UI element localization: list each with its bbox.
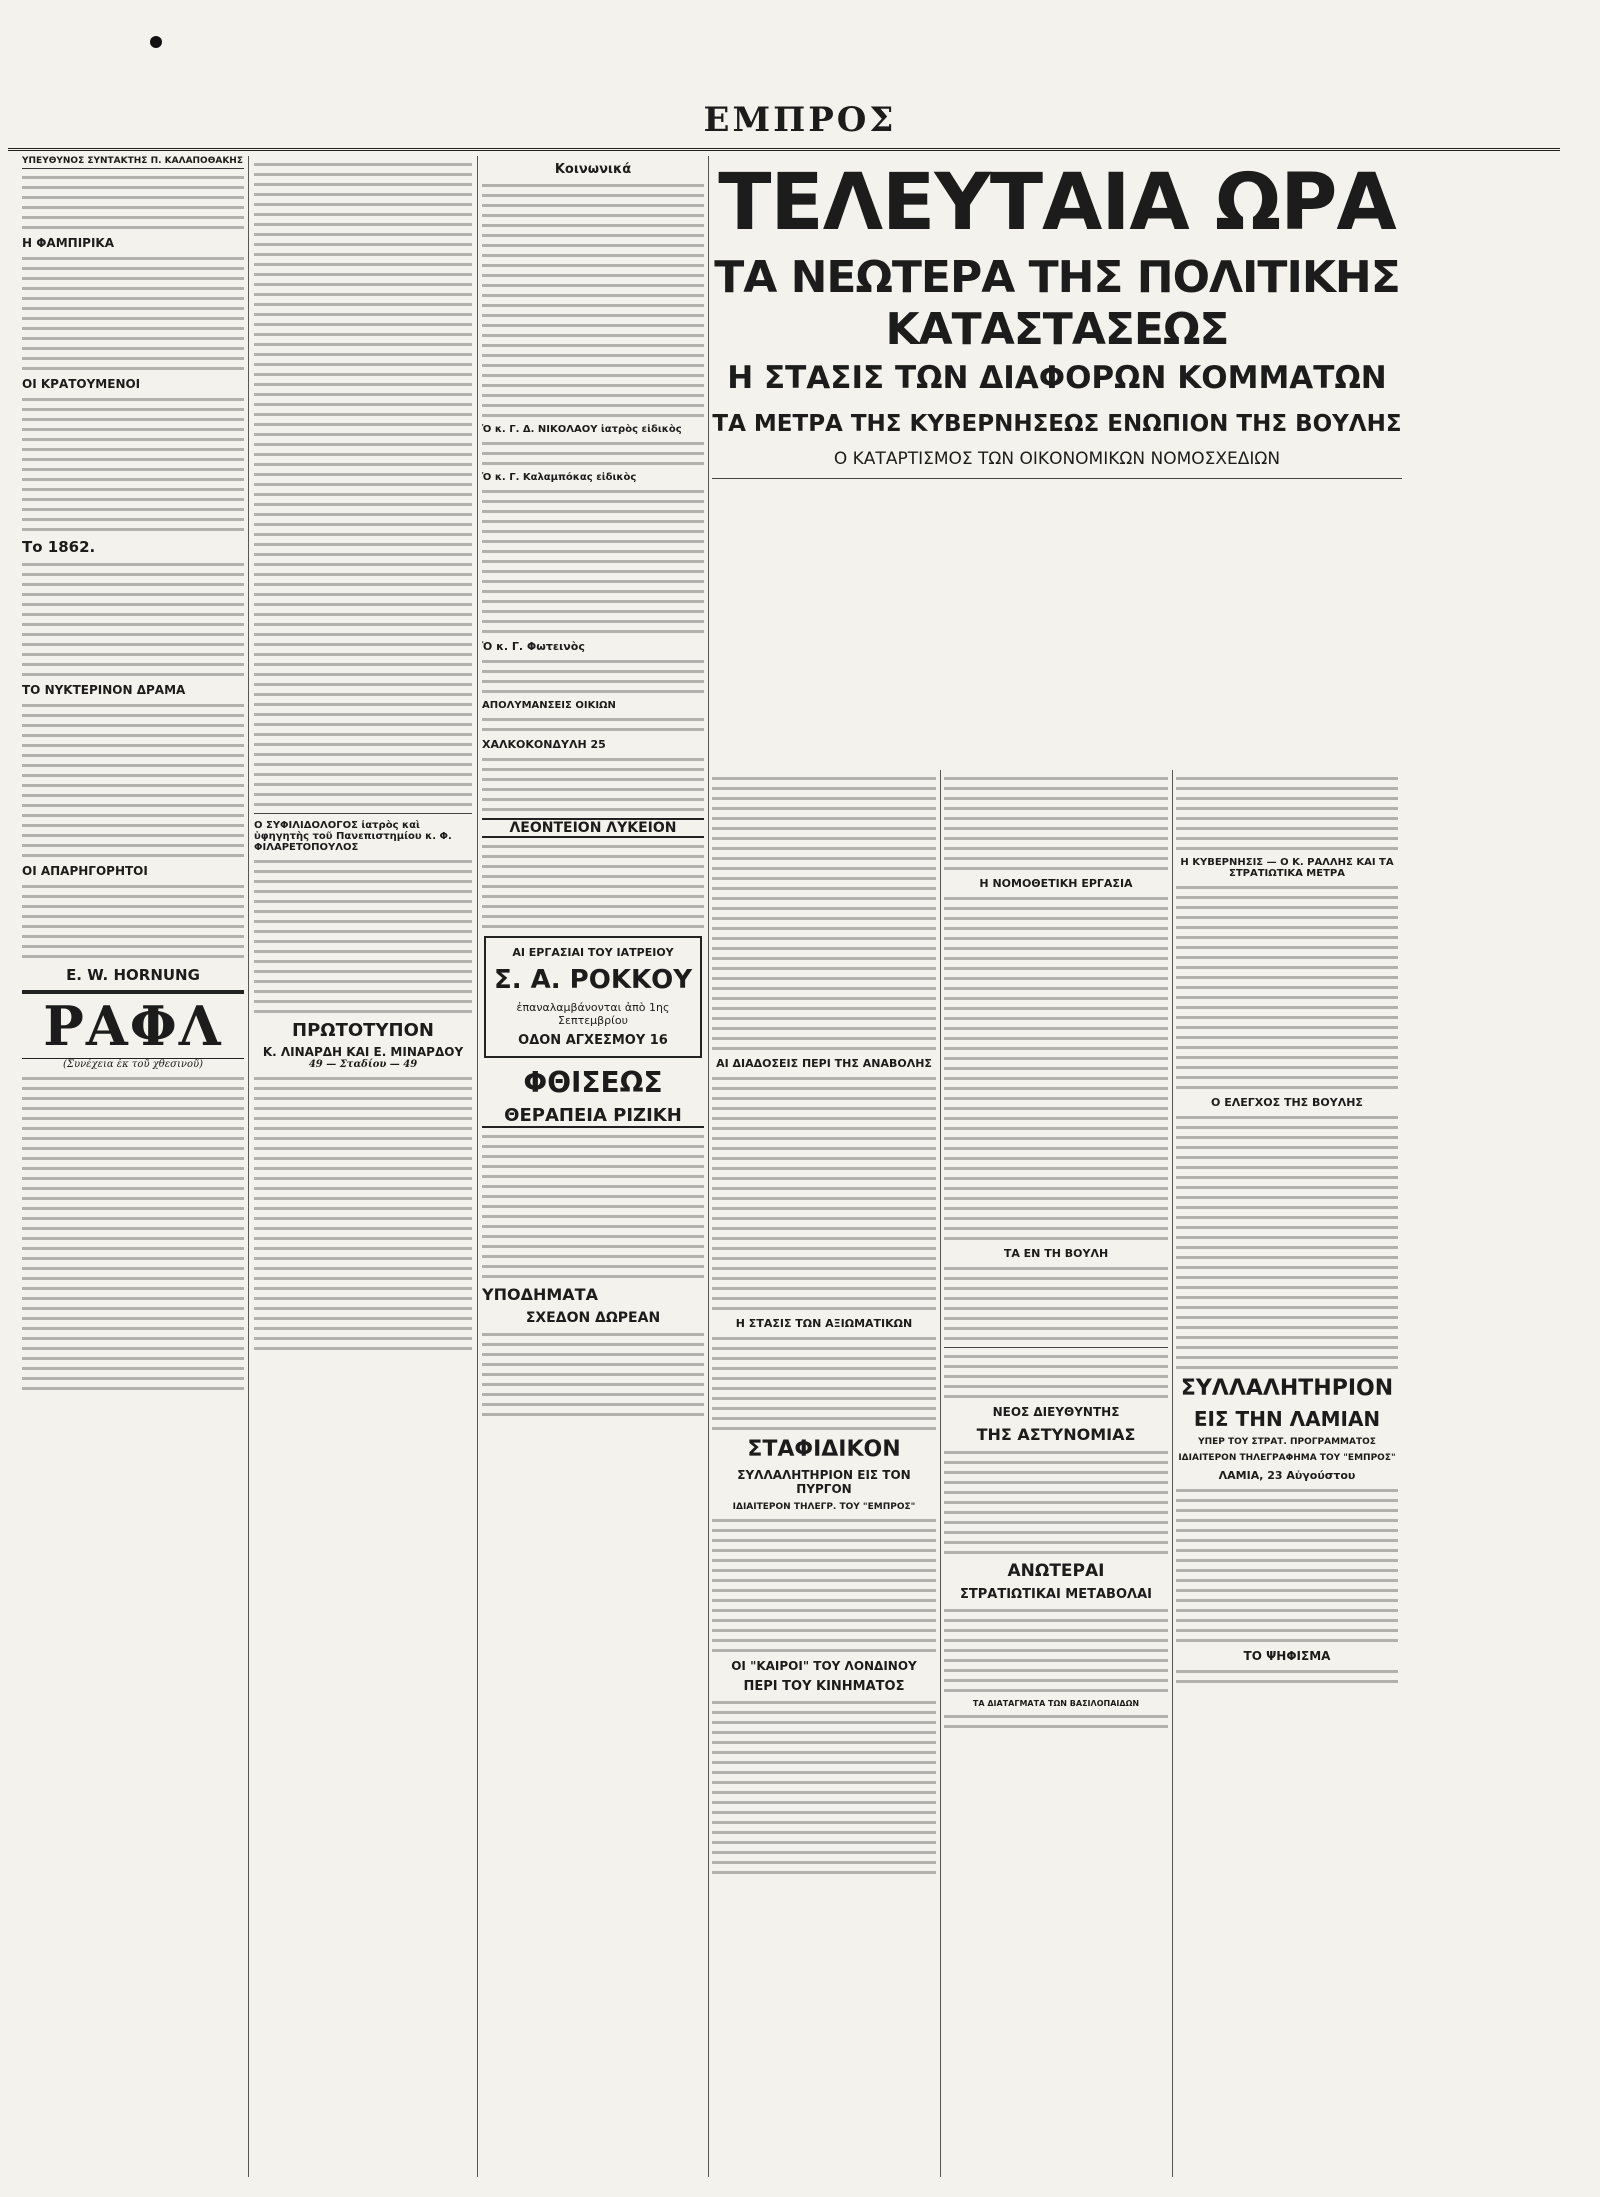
section-heading: Η ΣΤΑΣΙΣ ΤΩΝ ΑΞΙΩΜΑΤΙΚΩΝ (735, 1317, 913, 1330)
ad-address: ΟΔΟΝ ΑΓΧΕΣΜΟΥ 16 (518, 1033, 668, 1048)
headline-line-2: ΤΑ ΝΕΩΤΕΡΑ ΤΗΣ ΠΟΛΙΤΙΚΗΣ ΚΑΤΑΣΤΑΣΕΩΣ (714, 252, 1400, 355)
clinic-ad-box (484, 936, 702, 1058)
section-heading: ΤΗΣ ΑΣΤΥΝΟΜΙΑΣ (976, 1425, 1136, 1444)
column-rule (1172, 770, 1173, 2177)
article-text (944, 777, 1168, 870)
section-heading: ΤΑ ΕΝ ΤΗ ΒΟΥΛΗ (1003, 1247, 1109, 1260)
article-text (482, 184, 704, 417)
column-rule (248, 156, 249, 2177)
section-heading: ΤΟ ΨΗΦΙΣΜΑ (1243, 1649, 1331, 1663)
section-heading: Η ΝΟΜΟΘΕΤΙΚΗ ΕΡΓΑΣΙΑ (979, 877, 1133, 890)
section-heading: Κοινωνικά (554, 162, 632, 177)
ad-text (482, 718, 704, 731)
section-heading: ΟΙ ΚΡΑΤΟΥΜΕΝΟΙ (22, 377, 141, 391)
column-3 (482, 156, 704, 2177)
ad-line: ΑΙ ΕΡΓΑΣΙΑΙ ΤΟΥ ΙΑΤΡΕΙΟΥ (512, 946, 674, 959)
article-text (944, 1451, 1168, 1554)
article-text (22, 563, 244, 676)
section-heading: ΠΡΩΤΟΤΥΠΟΝ (292, 1020, 434, 1041)
section-heading: ΤΟ ΝΥΚΤΕΡΙΝΟΝ ΔΡΑΜΑ (22, 683, 186, 697)
section-heading: ΥΠΕΡ ΤΟΥ ΣΤΡΑΤ. ΠΡΟΓΡΑΜΜΑΤΟΣ (1198, 1437, 1376, 1447)
section-heading: ΛΕΟΝΤΕΙΟΝ ΛΥΚΕΙΟΝ (482, 818, 704, 838)
article-text (944, 1267, 1168, 1340)
serial-subtitle: (Συνέχεια ἐκ τοῦ χθεσινοῦ) (63, 1059, 203, 1070)
article-text (944, 1355, 1168, 1398)
article-text (22, 1077, 244, 1390)
article-text (712, 1701, 936, 1874)
ad-text (482, 845, 704, 928)
ad-address: 49 — Σταδίου — 49 (308, 1059, 418, 1070)
column-4 (712, 770, 936, 2177)
column-1 (22, 156, 244, 2177)
article-text (944, 1609, 1168, 1692)
section-heading: Η ΦΑΜΠΙΡΙΚΑ (22, 236, 115, 250)
article-text (1176, 777, 1398, 850)
section-heading: ΣΥΛΛΑΛΗΤΗΡΙΟΝ ΕΙΣ ΤΟΝ ΠΥΡΓΟΝ (737, 1468, 911, 1496)
headline-line-3: Η ΣΤΑΣΙΣ ΤΩΝ ΔΙΑΦΟΡΩΝ ΚΟΜΜΑΤΩΝ (727, 360, 1387, 396)
headline-block (712, 156, 1402, 756)
ad-line: ἐπαναλαμβάνονται ἀπὸ 1ης Σεπτεμβρίου (516, 1001, 670, 1027)
article-text (22, 704, 244, 857)
masthead-rule (8, 148, 1560, 151)
article-text (22, 257, 244, 370)
column-rule (708, 156, 709, 2177)
ad-heading: Ο ΣΥΦΙΛΙΔΟΛΟΓΟΣ ἰατρὸς καὶ ὑφηγητὴς τοῦ Πανεπιστημίου κ. Φ. ΦΙΛΑΡΕΤΟΠΟΥΛΟΣ (254, 820, 452, 853)
section-heading: ΦΘΙΣΕΩΣ (523, 1066, 663, 1099)
article-text (712, 1337, 936, 1430)
section-heading: ΣΥΛΛΑΛΗΤΗΡΙΟΝ (1180, 1376, 1394, 1401)
article-text (712, 1077, 936, 1310)
ad-text (482, 758, 704, 811)
ad-text (482, 490, 704, 633)
ad-address: ΧΑΛΚΟΚΟΝΔΥΛΗ 25 (482, 738, 606, 751)
section-heading: ΙΔΙΑΙΤΕΡΟΝ ΤΗΛΕΓΡ. ΤΟΥ "ΕΜΠΡΟΣ" (732, 1502, 916, 1512)
main-headline: ΤΕΛΕΥΤΑΙΑ ΩΡΑ (718, 158, 1396, 248)
headline-line-5: Ο ΚΑΤΑΡΤΙΣΜΟΣ ΤΩΝ ΟΙΚΟΝΟΜΙΚΩΝ ΝΟΜΟΣΧΕΔΙΩΝ (712, 446, 1402, 479)
column-2 (254, 156, 472, 2177)
ad-heading: Κ. ΛΙΝΑΡΔΗ ΚΑΙ Ε. ΜΙΝΑΡΔΟΥ (262, 1045, 464, 1059)
ad-text (254, 860, 472, 1013)
article-text (712, 1519, 936, 1652)
ad-text (482, 660, 704, 693)
ad-heading: ΑΠΟΛΥΜΑΝΣΕΙΣ ΟΙΚΙΩΝ (482, 700, 616, 711)
column-rule (940, 770, 941, 2177)
column-rule (477, 156, 478, 2177)
section-heading: ΟΙ ΑΠΑΡΗΓΟΡΗΤΟΙ (22, 864, 148, 878)
masthead: ΕΜΠΡΟΣ (703, 100, 897, 140)
section-heading: Η ΚΥΒΕΡΝΗΣΙΣ — Ο Κ. ΡΑΛΛΗΣ ΚΑΙ ΤΑ ΣΤΡΑΤΙΩΤΙΚΑ ΜΕΤΡΑ (1180, 857, 1394, 879)
column-5 (944, 770, 1168, 2177)
section-heading: ΟΙ "ΚΑΙΡΟΙ" ΤΟΥ ΛΟΝΔΙΝΟΥ (731, 1659, 917, 1673)
section-heading: ΣΤΡΑΤΙΩΤΙΚΑΙ ΜΕΤΑΒΟΛΑΙ (960, 1587, 1152, 1602)
section-heading: ΣΧΕΔΟΝ ΔΩΡΕΑΝ (525, 1310, 661, 1326)
section-heading: Το 1862. (22, 538, 96, 556)
section-heading: ΕΙΣ ΤΗΝ ΛΑΜΙΑΝ (1193, 1407, 1381, 1431)
article-text (22, 176, 244, 229)
section-heading: ΘΕΡΑΠΕΙΑ ΡΙΖΙΚΗ (482, 1105, 704, 1128)
article-text (1176, 1489, 1398, 1642)
section-heading: ΝΕΟΣ ΔΙΕΥΘΥΝΤΗΣ (992, 1405, 1120, 1419)
headline-line-4: ΤΑ ΜΕΤΡΑ ΤΗΣ ΚΥΒΕΡΝΗΣΕΩΣ ΕΝΩΠΙΟΝ ΤΗΣ ΒΟΥΛΗΣ (712, 411, 1402, 437)
section-heading: ΑΙ ΔΙΑΔΟΣΕΙΣ ΠΕΡΙ ΤΗΣ ΑΝΑΒΟΛΗΣ (716, 1057, 932, 1070)
article-text (22, 398, 244, 531)
serial-title: ΡΑΦΛ (22, 990, 244, 1059)
section-heading: ΙΔΙΑΙΤΕΡΟΝ ΤΗΛΕΓΡΑΦΗΜΑ ΤΟΥ "ΕΜΠΡΟΣ" (1178, 1453, 1396, 1463)
ink-dot (150, 36, 162, 48)
ad-text (482, 1135, 704, 1278)
article-text (944, 897, 1168, 1240)
section-heading: ΥΠΟΔΗΜΑΤΑ (482, 1285, 598, 1304)
article-text (1176, 1116, 1398, 1369)
section-heading: Ο ΕΛΕΓΧΟΣ ΤΗΣ ΒΟΥΛΗΣ (1211, 1096, 1363, 1109)
column-6 (1176, 770, 1398, 2177)
ad-text (482, 1333, 704, 1416)
byline: ΥΠΕΥΘΥΝΟΣ ΣΥΝΤΑΚΤΗΣ Π. ΚΑΛΑΠΟΘΑΚΗΣ (22, 156, 244, 169)
ad-name: Σ. Α. ΡΟΚΚΟΥ (493, 965, 693, 995)
article-text (944, 1715, 1168, 1728)
article-text (1176, 886, 1398, 1089)
ad-heading: Ὁ κ. Γ. Φωτεινὸς (482, 640, 585, 653)
section-heading: ΤΑ ΔΙΑΤΑΓΜΑΤΑ ΤΩΝ ΒΑΣΙΛΟΠΑΙΔΩΝ (972, 1699, 1140, 1708)
section-heading: ΑΝΩΤΕΡΑΙ (1007, 1561, 1105, 1581)
article-text (712, 777, 936, 1050)
section-heading: ΣΤΑΦΙΔΙΚΟΝ (747, 1437, 901, 1462)
article-text (22, 885, 244, 958)
ad-text (482, 442, 704, 465)
serial-author: E. W. HORNUNG (66, 966, 200, 984)
dateline: ΛΑΜΙΑ, 23 Αὐγούστου (1218, 1469, 1356, 1482)
ad-heading: Ὁ κ. Γ. Δ. ΝΙΚΟΛΑΟΥ ἰατρὸς εἰδικὸς (482, 424, 682, 435)
section-heading: ΠΕΡΙ ΤΟΥ ΚΙΝΗΜΑΤΟΣ (743, 1679, 905, 1694)
ad-heading: Ὁ κ. Γ. Καλαμπόκας εἰδικὸς (482, 472, 637, 483)
ad-text (254, 1077, 472, 1350)
article-text (1176, 1670, 1398, 1683)
article-text (254, 163, 472, 806)
